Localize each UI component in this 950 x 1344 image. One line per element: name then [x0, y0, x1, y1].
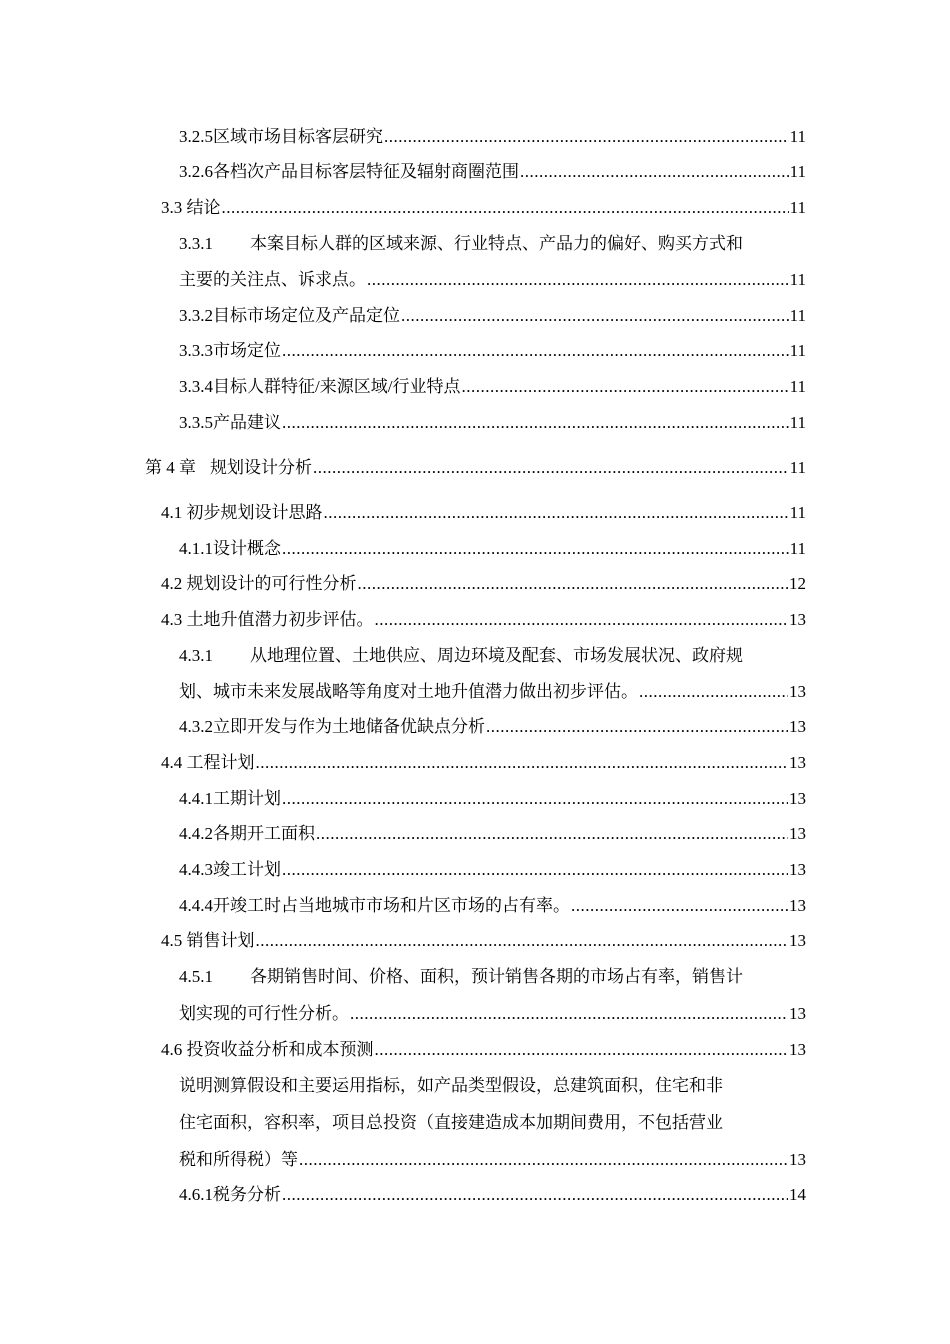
toc-entry-title: 划实现的可行性分析。 [179, 1004, 349, 1023]
toc-entry-number: 3.3.5 [179, 413, 213, 432]
dot-leader [282, 538, 789, 560]
toc-entry[interactable] [179, 305, 806, 327]
dot-leader [313, 457, 789, 479]
toc-chapter-number: 第 4 章 [145, 458, 196, 477]
toc-entry-title: 税和所得税）等 [179, 1150, 298, 1169]
dot-leader [375, 609, 789, 631]
toc-entry-continuation[interactable] [179, 1003, 806, 1025]
toc-entry[interactable] [179, 161, 806, 183]
dot-leader [520, 161, 789, 183]
toc-entry-continuation[interactable] [179, 269, 806, 291]
toc-entry[interactable] [179, 645, 806, 667]
toc-entry-page: 11 [789, 198, 806, 217]
dot-leader [222, 197, 789, 219]
toc-entry[interactable] [179, 823, 806, 845]
dot-leader [324, 502, 789, 524]
toc-entry[interactable] [161, 573, 806, 595]
toc-entry-number: 4.3.1 [179, 646, 213, 665]
toc-entry-page: 11 [789, 341, 806, 360]
toc-entry-page: 11 [789, 270, 806, 289]
toc-entry-title: 划、城市未来发展战略等角度对土地升值潜力做出初步评估。 [179, 682, 638, 701]
toc-entry-number: 4.4.3 [179, 860, 213, 879]
toc-entry-title: 从地理位置、土地供应、周边环境及配套、市场发展状况、政府规 [250, 646, 743, 665]
toc-entry-page: 13 [789, 1040, 806, 1059]
toc-entry-title: 竣工计划 [213, 860, 281, 879]
toc-entry-title: 各期销售时间、价格、面积，预计销售各期的市场占有率，销售计 [250, 967, 743, 986]
dot-leader [299, 1149, 788, 1171]
toc-entry[interactable] [161, 930, 806, 952]
toc-entry-title: 区域市场目标客层研究 [213, 127, 383, 146]
toc-entry-title: 主要的关注点、诉求点。 [179, 270, 366, 289]
dot-leader [256, 930, 789, 952]
toc-entry-page: 13 [789, 753, 806, 772]
toc-entry-number: 4.5.1 [179, 967, 213, 986]
dot-leader [358, 573, 789, 595]
toc-entry-number: 3.3.4 [179, 377, 213, 396]
toc-entry-page: 11 [789, 413, 806, 432]
toc-entry[interactable] [179, 859, 806, 881]
toc-entry[interactable] [179, 716, 806, 738]
toc-entry[interactable] [179, 788, 806, 810]
toc-entry-title: 工期计划 [213, 789, 281, 808]
toc-entry[interactable] [179, 966, 806, 988]
toc-entry-title: 4.2 规划设计的可行性分析 [161, 574, 357, 593]
toc-entry-page: 11 [789, 503, 806, 522]
toc-entry-number: 4.4.4 [179, 896, 213, 915]
toc-entry-continuation[interactable] [179, 1149, 806, 1171]
toc-entry-title: 各档次产品目标客层特征及辐射商圈范围 [213, 162, 519, 181]
toc-entry-page: 11 [789, 127, 806, 146]
toc-entry-page: 12 [789, 574, 806, 593]
toc-entry-number: 3.3.1 [179, 234, 213, 253]
dot-leader [401, 305, 789, 327]
toc-entry-title: 设计概念 [213, 539, 281, 558]
toc-entry[interactable] [179, 412, 806, 434]
toc-entry-page: 13 [789, 824, 806, 843]
toc-entry-continuation[interactable] [179, 1112, 806, 1134]
toc-entry-title: 4.4 工程计划 [161, 753, 255, 772]
toc-entry-title: 3.3 结论 [161, 198, 221, 217]
toc-entry[interactable] [161, 197, 806, 219]
dot-leader [486, 716, 788, 738]
toc-entry[interactable] [161, 609, 806, 631]
dot-leader [256, 752, 789, 774]
toc-entry-number: 4.4.1 [179, 789, 213, 808]
toc-entry[interactable] [179, 233, 806, 255]
toc-entry-title: 目标市场定位及产品定位 [213, 306, 400, 325]
toc-entry[interactable] [179, 895, 806, 917]
toc-entry-page: 11 [789, 377, 806, 396]
toc-entry-number: 3.3.2 [179, 306, 213, 325]
dot-leader [350, 1003, 788, 1025]
toc-entry-number: 4.3.2 [179, 717, 213, 736]
dot-leader [639, 681, 788, 703]
toc-chapter-entry[interactable] [145, 457, 806, 479]
toc-entry-title: 4.3 土地升值潜力初步评估。 [161, 610, 374, 629]
toc-entry-title: 规划设计分析 [210, 458, 312, 477]
toc-entry-page: 13 [789, 610, 806, 629]
toc-entry-page: 13 [789, 931, 806, 950]
toc-entry-continuation[interactable] [179, 681, 806, 703]
toc-entry-number: 3.2.6 [179, 162, 213, 181]
toc-entry-title: 本案目标人群的区域来源、行业特点、产品力的偏好、购买方式和 [250, 234, 743, 253]
dot-leader [461, 376, 788, 398]
toc-entry-title: 开竣工时占当地城市市场和片区市场的占有率。 [213, 896, 570, 915]
toc-entry[interactable] [161, 1039, 806, 1061]
toc-entry-page: 13 [789, 682, 806, 701]
dot-leader [375, 1039, 789, 1061]
toc-entry-title: 4.6 投资收益分析和成本预测 [161, 1040, 374, 1059]
dot-leader [282, 859, 788, 881]
toc-entry[interactable] [179, 1184, 806, 1206]
toc-entry-title: 目标人群特征/来源区域/行业特点 [213, 377, 461, 396]
toc-entry-page: 11 [789, 306, 806, 325]
toc-entry-page: 13 [789, 717, 806, 736]
toc-entry[interactable] [179, 538, 806, 560]
dot-leader [282, 1184, 788, 1206]
toc-entry-title: 4.1 初步规划设计思路 [161, 503, 323, 522]
toc-entry[interactable] [179, 376, 806, 398]
toc-entry-number: 3.2.5 [179, 127, 213, 146]
dot-leader [571, 895, 788, 917]
toc-entry-page: 13 [789, 896, 806, 915]
toc-entry-title: 税务分析 [213, 1185, 281, 1204]
dot-leader [316, 823, 788, 845]
toc-entry-page: 13 [789, 1004, 806, 1023]
dot-leader [367, 269, 789, 291]
toc-entry-title: 4.5 销售计划 [161, 931, 255, 950]
toc-entry[interactable] [179, 1075, 806, 1097]
toc-entry-page: 11 [789, 162, 806, 181]
toc-entry-title: 市场定位 [213, 341, 281, 360]
toc-entry-page: 14 [789, 1185, 806, 1204]
toc-entry-title: 产品建议 [213, 413, 281, 432]
dot-leader [282, 412, 789, 434]
toc-entry-number: 3.3.3 [179, 341, 213, 360]
toc-entry-page: 13 [789, 1150, 806, 1169]
dot-leader [384, 126, 789, 148]
toc-entry-number: 4.4.2 [179, 824, 213, 843]
dot-leader [282, 788, 788, 810]
toc-entry-title: 说明测算假设和主要运用指标，如产品类型假设，总建筑面积，住宅和非 [179, 1076, 723, 1095]
toc-entry[interactable] [161, 502, 806, 524]
toc-entry-number: 4.6.1 [179, 1185, 213, 1204]
toc-entry-number: 4.1.1 [179, 539, 213, 558]
toc-entry-title: 住宅面积，容积率，项目总投资（直接建造成本加期间费用，不包括营业 [179, 1113, 723, 1132]
toc-entry[interactable] [179, 126, 806, 148]
toc-entry-page: 11 [789, 458, 806, 477]
toc-entry-page: 13 [789, 860, 806, 879]
toc-entry-title: 各期开工面积 [213, 824, 315, 843]
dot-leader [282, 340, 789, 362]
toc-entry[interactable] [179, 340, 806, 362]
toc-entry[interactable] [161, 752, 806, 774]
toc-entry-page: 11 [789, 539, 806, 558]
toc-entry-title: 立即开发与作为土地储备优缺点分析 [213, 717, 485, 736]
toc-entry-page: 13 [789, 789, 806, 808]
